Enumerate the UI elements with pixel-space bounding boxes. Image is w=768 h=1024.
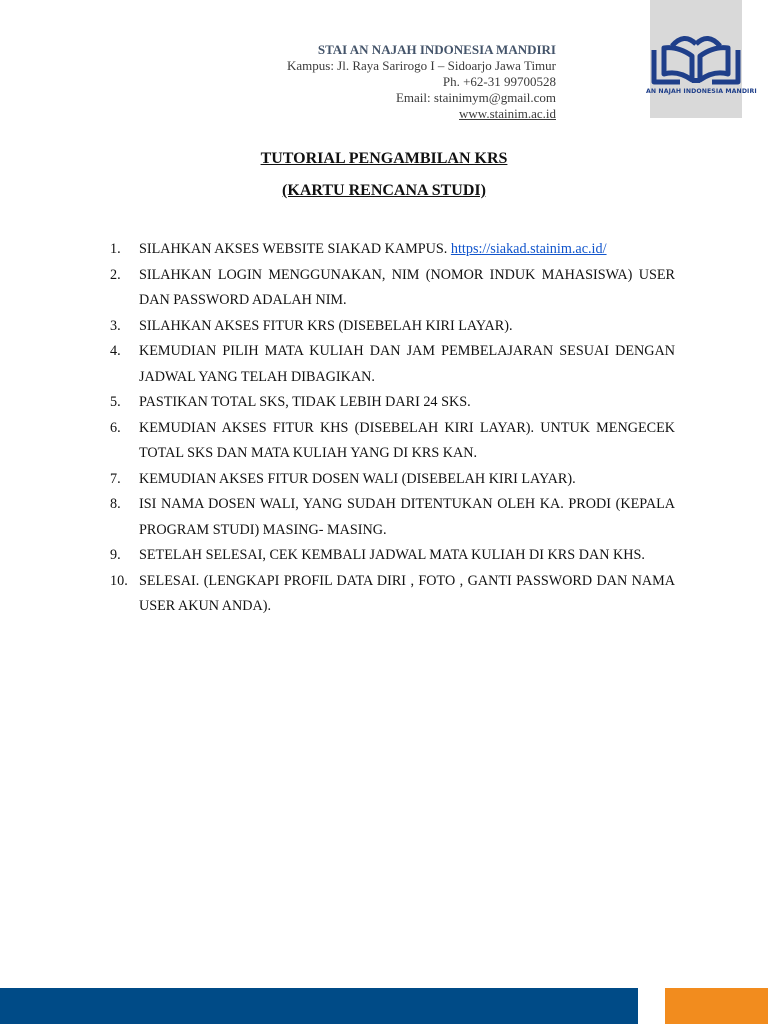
step-number: 8. [110,496,121,512]
document-title: TUTORIAL PENGAMBILAN KRS [260,150,508,167]
step-item [110,314,675,340]
step-text: KEMUDIAN PILIH MATA KULIAH DAN JAM PEMBELAJARAN SESUAI DENGAN JADWAL YANG TELAH DIBAGIKAN. [139,343,675,385]
campus-address: Kampus: Jl. Raya Sarirogo I – Sidoarjo Jawa Timur [286,58,556,73]
step-number: 3. [110,317,121,334]
step-number: 1. [110,241,121,257]
step-item [110,543,675,569]
footer-bar-blue [0,988,638,1024]
step-item [110,263,675,314]
footer-bar-orange [665,988,768,1024]
tutorial-steps-list [110,237,675,620]
step-number: 2. [110,266,121,283]
step-number: 5. [110,394,121,410]
email-address: Email: stainimym@gmail.com [395,90,556,105]
step-item [110,467,675,493]
step-item [110,416,675,467]
phone-number: Ph. +62-31 99700528 [442,74,556,89]
website-link[interactable]: www.stainim.ac.id [459,106,556,121]
step-text: SETELAH SELESAI, CEK KEMBALI JADWAL MATA KULIAH DI KRS DAN KHS. [139,547,645,563]
book-logo-icon [650,0,742,118]
document-subtitle: (KARTU RENCANA STUDI) [282,182,486,199]
step-text: SELESAI. (LENGKAPI PROFIL DATA DIRI , FOTO , GANTI PASSWORD DAN NAMA USER AKUN ANDA). [139,572,675,614]
step-text: KEMUDIAN AKSES FITUR KHS (DISEBELAH KIRI LAYAR). UNTUK MENGECEK TOTAL SKS DAN MATA KULIAH YANG DI KRS KAN. [139,419,675,461]
step-item [110,237,675,263]
step-item [110,390,675,416]
step-item [110,339,675,390]
step-text: SILAHKAN AKSES FITUR KRS (DISEBELAH KIRI LAYAR). [139,317,513,334]
step-text: PASTIKAN TOTAL SKS, TIDAK LEBIH DARI 24 SKS. [139,394,471,410]
step-number: 10. [110,572,128,589]
step-number: 7. [110,470,121,487]
step-number: 6. [110,419,121,436]
step-text: SILAHKAN AKSES WEBSITE SIAKAD KAMPUS. [139,241,451,257]
step-item [110,492,675,543]
step-number: 4. [110,343,121,359]
step-text: KEMUDIAN AKSES FITUR DOSEN WALI (DISEBELAH KIRI LAYAR). [139,470,576,487]
step-text: SILAHKAN LOGIN MENGGUNAKAN, NIM (NOMOR INDUK MAHASISWA) USER DAN PASSWORD ADALAH NIM. [139,266,675,308]
step-number: 9. [110,547,121,563]
logo-caption: AN NAJAH INDONESIA MANDIRI [646,88,757,95]
institution-logo [646,0,757,118]
siakad-link[interactable]: https://siakad.stainim.ac.id/ [450,241,607,257]
step-item [110,569,675,620]
letterhead [287,42,556,122]
institution-name: STAI AN NAJAH INDONESIA MANDIRI [317,42,556,57]
step-text: ISI NAMA DOSEN WALI, YANG SUDAH DITENTUKAN OLEH KA. PRODI (KEPALA PROGRAM STUDI) MASING- MASING. [139,496,675,538]
